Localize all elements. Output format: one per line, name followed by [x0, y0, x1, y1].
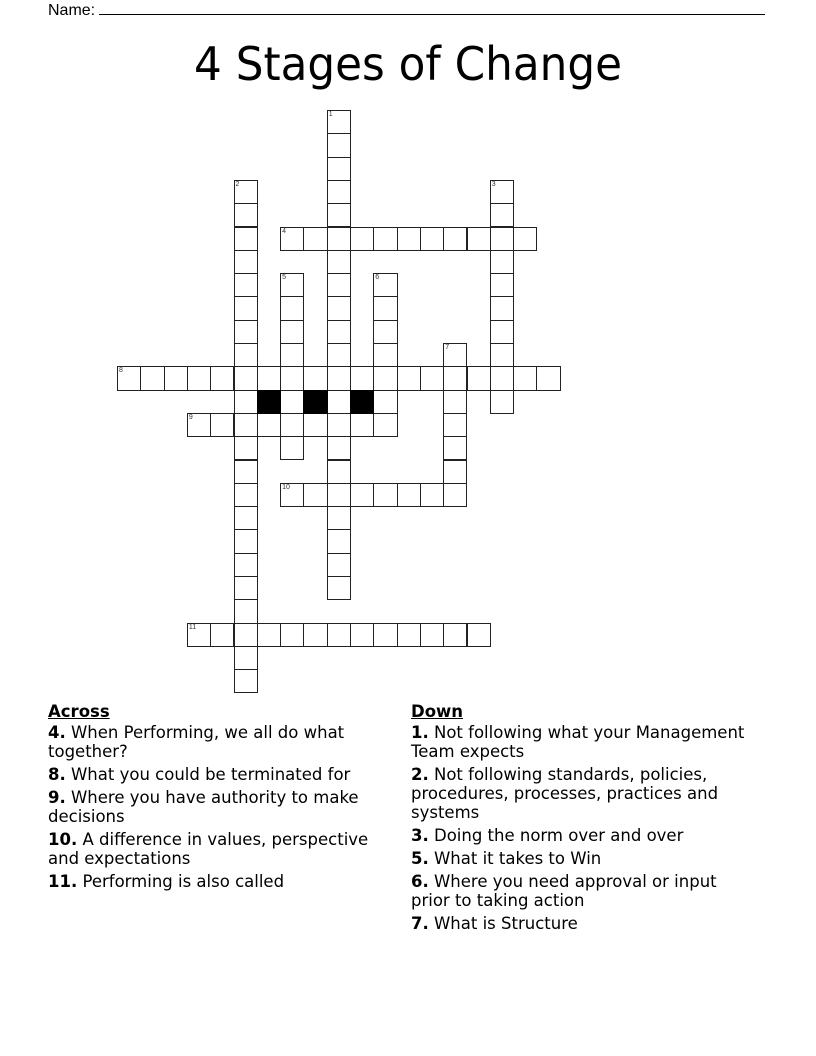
crossword-cell[interactable] — [397, 366, 421, 390]
crossword-cell[interactable] — [280, 227, 304, 251]
crossword-cell[interactable] — [327, 157, 351, 181]
crossword-cell[interactable] — [373, 413, 397, 437]
crossword-cell[interactable] — [327, 413, 351, 437]
crossword-cell[interactable] — [467, 623, 491, 647]
cell-number: 10 — [282, 483, 290, 491]
crossword-cell[interactable] — [373, 390, 397, 414]
crossword-cell[interactable] — [280, 343, 304, 367]
cell-number: 2 — [235, 180, 240, 188]
clue-text: Not following what your Management Team expects — [411, 723, 745, 761]
crossword-cell[interactable] — [210, 413, 234, 437]
crossword-cell[interactable] — [187, 366, 211, 390]
crossword-cell[interactable] — [467, 227, 491, 251]
crossword-cell[interactable] — [234, 320, 258, 344]
clue-number: 8. — [48, 765, 66, 784]
crossword-cell[interactable] — [443, 343, 467, 367]
crossword-cell[interactable] — [490, 250, 514, 274]
across-clue — [48, 765, 400, 784]
name-label: Name: — [48, 2, 96, 19]
crossword-cell[interactable] — [443, 483, 467, 507]
crossword-cell[interactable] — [234, 529, 258, 553]
crossword-cell[interactable] — [490, 366, 514, 390]
crossword-cell[interactable] — [257, 413, 281, 437]
crossword-cell[interactable] — [327, 110, 351, 134]
crossword-cell[interactable] — [303, 623, 327, 647]
crossword-cell[interactable] — [467, 366, 491, 390]
crossword-cell[interactable] — [234, 250, 258, 274]
cell-number: 6 — [375, 274, 380, 282]
crossword-cell[interactable] — [327, 623, 351, 647]
crossword-cell[interactable] — [327, 506, 351, 530]
crossword-cell[interactable] — [234, 436, 258, 460]
clue-text: Where you need approval or input prior to taking action — [411, 872, 717, 910]
crossword-cell[interactable] — [234, 506, 258, 530]
across-clues — [48, 702, 400, 895]
crossword-cell[interactable] — [350, 413, 374, 437]
crossword-cell[interactable] — [303, 483, 327, 507]
cell-number: 11 — [188, 623, 197, 631]
crossword-cell[interactable] — [327, 133, 351, 157]
crossword-cell[interactable] — [490, 296, 514, 320]
crossword-cell[interactable] — [234, 390, 258, 414]
black-square — [257, 390, 281, 414]
across-clue — [48, 723, 400, 761]
crossword-cell[interactable] — [397, 483, 421, 507]
crossword-cell[interactable] — [373, 483, 397, 507]
crossword-cell[interactable] — [327, 576, 351, 600]
down-clue — [411, 723, 756, 761]
crossword-cell[interactable] — [234, 623, 258, 647]
clue-number: 5. — [411, 849, 429, 868]
crossword-cell[interactable] — [536, 366, 560, 390]
clue-number: 1. — [411, 723, 429, 742]
crossword-cell[interactable] — [420, 227, 444, 251]
crossword-cell[interactable] — [140, 366, 164, 390]
crossword-cell[interactable] — [280, 366, 304, 390]
cell-number: 4 — [282, 227, 286, 235]
crossword-cell[interactable] — [280, 623, 304, 647]
crossword-cell[interactable] — [234, 483, 258, 507]
crossword-cell[interactable] — [373, 343, 397, 367]
crossword-cell[interactable] — [210, 366, 234, 390]
across-clue — [48, 872, 400, 891]
black-square — [303, 390, 327, 414]
crossword-cell[interactable] — [327, 343, 351, 367]
crossword-cell[interactable] — [280, 483, 304, 507]
clue-text: When Performing, we all do what together? — [48, 723, 345, 761]
crossword-cell[interactable] — [397, 623, 421, 647]
clue-number: 2. — [411, 765, 429, 784]
crossword-cell[interactable] — [280, 436, 304, 460]
clue-text: Performing is also called — [77, 872, 285, 891]
clue-number: 3. — [411, 826, 429, 845]
crossword-cell[interactable] — [443, 227, 467, 251]
down-clue — [411, 826, 756, 845]
crossword-cell[interactable] — [373, 366, 397, 390]
clue-number: 9. — [48, 788, 66, 807]
crossword-cell[interactable] — [234, 203, 258, 227]
clue-text: Where you have authority to make decisions — [48, 788, 359, 826]
crossword-cell[interactable] — [234, 273, 258, 297]
crossword-cell[interactable] — [490, 203, 514, 227]
crossword-cell[interactable] — [350, 227, 374, 251]
down-clues — [411, 702, 756, 937]
crossword-cell[interactable] — [350, 483, 374, 507]
crossword-cell[interactable] — [327, 296, 351, 320]
crossword-cell[interactable] — [280, 413, 304, 437]
clue-text: What is Structure — [428, 914, 578, 933]
crossword-cell[interactable] — [327, 460, 351, 484]
crossword-cell[interactable] — [490, 273, 514, 297]
crossword-cell[interactable] — [234, 366, 258, 390]
crossword-cell[interactable] — [280, 273, 304, 297]
crossword-cell[interactable] — [280, 320, 304, 344]
crossword-cell[interactable] — [513, 227, 537, 251]
clue-number: 4. — [48, 723, 66, 742]
cell-number: 5 — [282, 274, 286, 282]
crossword-cell[interactable] — [350, 623, 374, 647]
crossword-cell[interactable] — [327, 320, 351, 344]
down-clue — [411, 872, 756, 910]
crossword-cell[interactable] — [234, 413, 258, 437]
clue-text: What you could be terminated for — [65, 765, 351, 784]
crossword-cell[interactable] — [443, 460, 467, 484]
crossword-cell[interactable] — [490, 227, 514, 251]
down-clue — [411, 849, 756, 868]
crossword-cell[interactable] — [327, 203, 351, 227]
crossword-cell[interactable] — [280, 296, 304, 320]
crossword-cell[interactable] — [280, 390, 304, 414]
clue-text: A difference in values, perspective and expectations — [48, 830, 369, 868]
crossword-cell[interactable] — [327, 366, 351, 390]
crossword-cell[interactable] — [420, 623, 444, 647]
cell-number: 9 — [188, 413, 193, 421]
crossword-cell[interactable] — [397, 227, 421, 251]
crossword-cell[interactable] — [327, 250, 351, 274]
crossword-cell[interactable] — [490, 343, 514, 367]
down-clue — [411, 765, 756, 822]
crossword-cell[interactable] — [420, 483, 444, 507]
crossword-cell[interactable] — [234, 576, 258, 600]
crossword-cell[interactable] — [187, 623, 211, 647]
crossword-cell[interactable] — [327, 553, 351, 577]
crossword-cell[interactable] — [490, 320, 514, 344]
crossword-cell[interactable] — [327, 273, 351, 297]
crossword-cell[interactable] — [443, 390, 467, 414]
crossword-cell[interactable] — [350, 366, 374, 390]
crossword-cell[interactable] — [327, 180, 351, 204]
crossword-cell[interactable] — [234, 646, 258, 670]
cell-number: 7 — [445, 344, 450, 351]
crossword-cell[interactable] — [234, 296, 258, 320]
crossword-cell[interactable] — [373, 227, 397, 251]
crossword-cell[interactable] — [187, 413, 211, 437]
across-clue — [48, 788, 400, 826]
clue-number: 7. — [411, 914, 429, 933]
crossword-cell[interactable] — [443, 436, 467, 460]
clue-text: What it takes to Win — [428, 849, 602, 868]
crossword-cell[interactable] — [490, 180, 514, 204]
crossword-cell[interactable] — [234, 553, 258, 577]
clue-number: 11. — [48, 872, 78, 891]
down-clue — [411, 914, 756, 933]
crossword-cell[interactable] — [327, 483, 351, 507]
crossword-cell[interactable] — [257, 366, 281, 390]
crossword-cell[interactable] — [117, 366, 141, 390]
crossword-cell[interactable] — [234, 599, 258, 623]
clue-text: Doing the norm over and over — [428, 826, 684, 845]
crossword-cell[interactable] — [257, 623, 281, 647]
crossword-cell[interactable] — [303, 227, 327, 251]
crossword-cell[interactable] — [303, 366, 327, 390]
crossword-cell[interactable] — [327, 436, 351, 460]
crossword-cell[interactable] — [234, 669, 258, 693]
cell-number: 1 — [328, 111, 333, 118]
crossword-cell[interactable] — [234, 227, 258, 251]
crossword-cell[interactable] — [373, 296, 397, 320]
crossword-cell[interactable] — [513, 366, 537, 390]
crossword-cell[interactable] — [443, 413, 467, 437]
clue-number: 10. — [48, 830, 78, 849]
crossword-cell[interactable] — [490, 390, 514, 414]
crossword-cell[interactable] — [373, 273, 397, 297]
crossword-cell[interactable] — [327, 390, 351, 414]
crossword-cell[interactable] — [327, 227, 351, 251]
crossword-cell[interactable] — [234, 180, 258, 204]
across-heading: Across — [48, 702, 110, 721]
crossword-cell[interactable] — [443, 623, 467, 647]
across-clue — [48, 830, 400, 868]
crossword-cell[interactable] — [164, 366, 188, 390]
crossword-cell[interactable] — [373, 320, 397, 344]
cell-number: 8 — [119, 367, 123, 375]
crossword-cell[interactable] — [373, 623, 397, 647]
black-square — [350, 390, 374, 414]
crossword-cell[interactable] — [303, 413, 327, 437]
clue-number: 6. — [411, 872, 429, 891]
crossword-cell[interactable] — [210, 623, 234, 647]
crossword-cell[interactable] — [327, 529, 351, 553]
clue-text: Not following standards, policies, procedures, processes, practices and systems — [411, 765, 719, 822]
down-heading: Down — [411, 702, 464, 721]
page-title: 4 Stages of Change — [194, 37, 622, 91]
crossword-cell[interactable] — [420, 366, 444, 390]
crossword-cell[interactable] — [443, 366, 467, 390]
crossword-cell[interactable] — [234, 343, 258, 367]
cell-number: 3 — [491, 180, 496, 188]
crossword-cell[interactable] — [234, 460, 258, 484]
